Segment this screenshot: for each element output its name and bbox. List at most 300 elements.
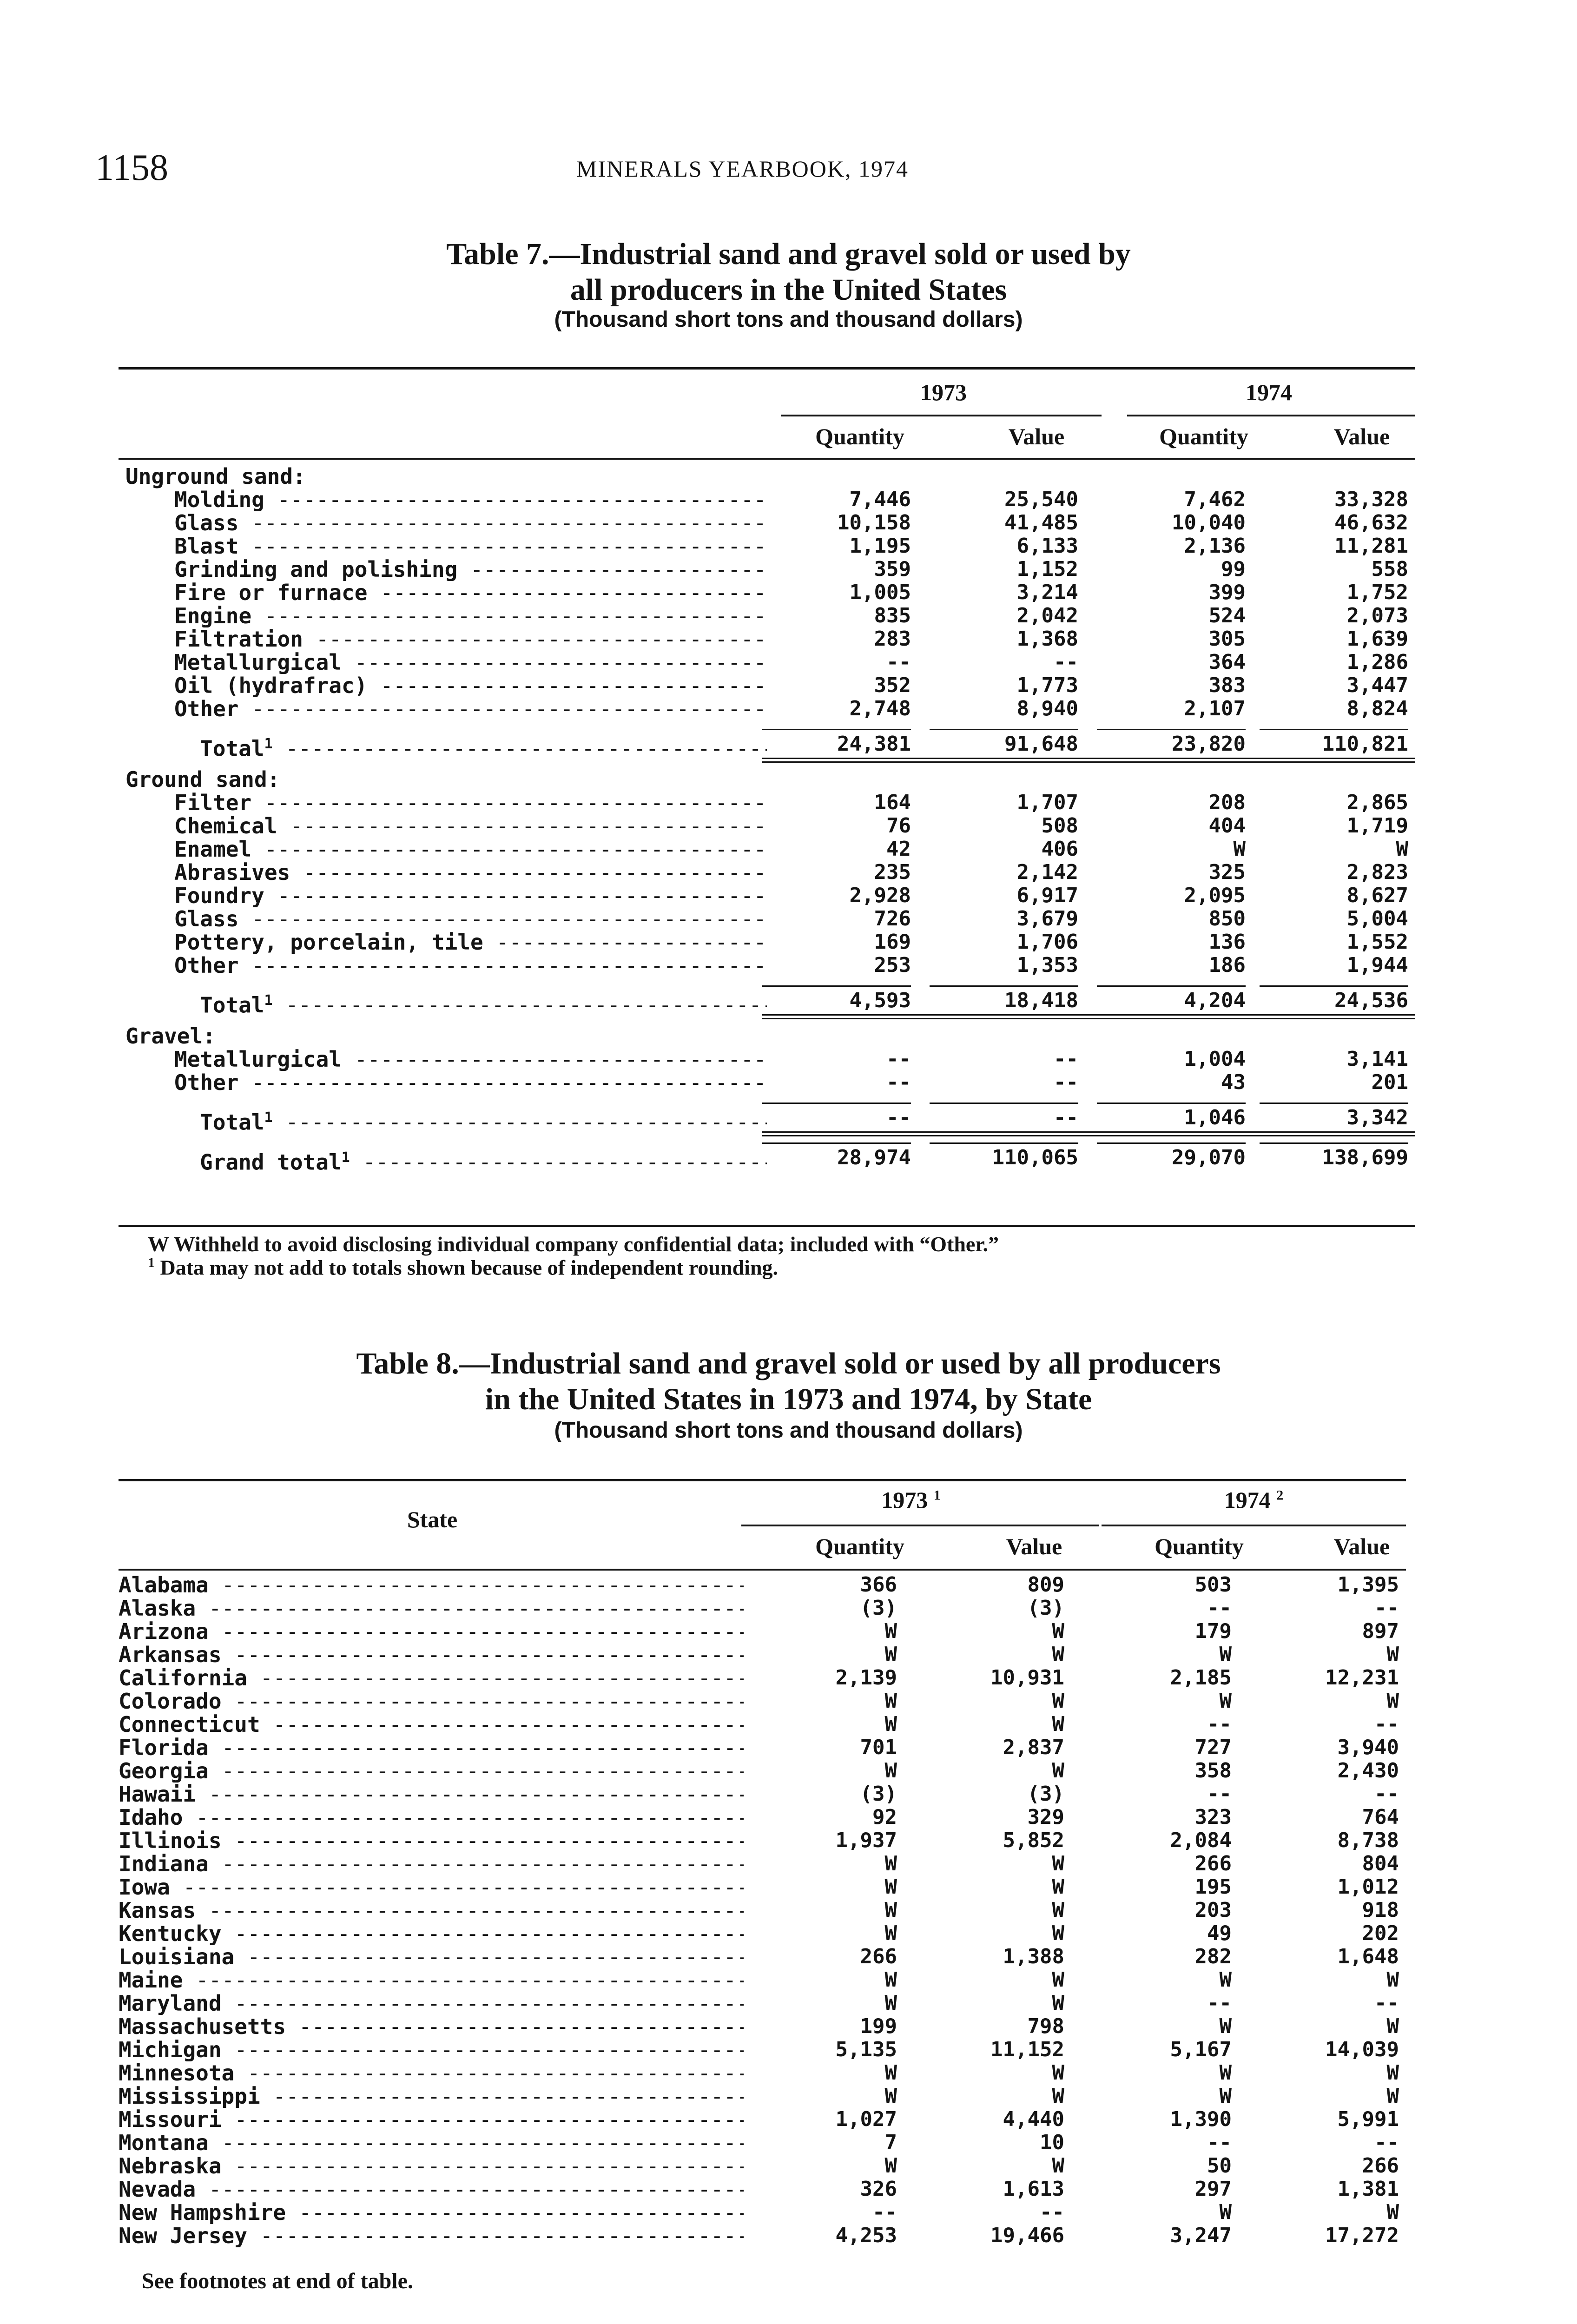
cell-v73: W	[1052, 1968, 1064, 1992]
cell-q73: 199	[860, 2014, 897, 2038]
table7-year-1974: 1974	[1246, 379, 1292, 405]
cell-v74: --	[1374, 1782, 1399, 1806]
cell-v73: 3,214	[1016, 581, 1078, 604]
state-row-label: Kansas -----	[119, 1899, 744, 1922]
cell-q74: W	[1219, 2014, 1232, 2038]
cell-v74: 5,004	[1346, 907, 1408, 931]
cell-v73: 6,917	[1016, 884, 1078, 907]
table7-title-line2: all producers in the United States	[570, 273, 1007, 307]
cell-v73: 8,940	[1016, 697, 1078, 720]
cell-q73: 92	[872, 1805, 897, 1829]
cell-q73: W	[884, 1921, 897, 1945]
state-row-label: Illinois -----	[119, 1829, 744, 1852]
row-label: Abrasives -----	[174, 861, 767, 884]
total-rule	[762, 729, 911, 730]
cell-v73: 406	[1041, 837, 1078, 861]
state-row-label: Missouri -----	[119, 2108, 744, 2131]
cell-q73: 1,005	[849, 581, 911, 604]
state-row-label: Idaho -----	[119, 1806, 744, 1829]
table7-title-line1: Table 7.—Industrial sand and gravel sold or used by	[446, 237, 1131, 271]
cell-q73: 366	[860, 1573, 897, 1597]
cell-q74: 7,462	[1184, 488, 1246, 511]
total-v74: 3,342	[1346, 1106, 1408, 1129]
table7-col-value-1973: Value	[1008, 423, 1065, 449]
cell-v74: 1,719	[1346, 814, 1408, 838]
cell-q73: 2,139	[835, 1666, 897, 1690]
cell-v74: 201	[1371, 1070, 1408, 1094]
state-row-label: New Hampshire -----	[119, 2201, 744, 2224]
grand-total-rule	[930, 1142, 1078, 1144]
total-rule	[1097, 729, 1246, 730]
grand-total-rule	[762, 1142, 911, 1144]
cell-q74: 50	[1207, 2154, 1232, 2178]
row-label: Glass -----	[174, 511, 767, 535]
state-row-label: Louisiana -----	[119, 1945, 744, 1968]
total-rule	[762, 985, 911, 987]
table8-top-rule	[119, 1479, 1406, 1481]
cell-v73: W	[1052, 1875, 1064, 1899]
cell-q73: 164	[874, 791, 911, 814]
cell-v73: 1,368	[1016, 627, 1078, 651]
cell-v74: 2,430	[1337, 1759, 1399, 1783]
cell-q73: W	[884, 2154, 897, 2178]
state-row-label: Nevada -----	[119, 2178, 744, 2201]
cell-v73: W	[1052, 1921, 1064, 1945]
cell-v73: W	[1052, 1852, 1064, 1875]
grand-total-q73: 28,974	[837, 1146, 911, 1169]
cell-q74: 2,084	[1170, 1829, 1232, 1852]
cell-v73: 809	[1027, 1573, 1064, 1597]
table7-col-quantity-1974: Quantity	[1159, 423, 1248, 449]
cell-v73: 329	[1027, 1805, 1064, 1829]
cell-v73: W	[1052, 1619, 1064, 1643]
cell-q74: 2,136	[1184, 534, 1246, 558]
cell-q74: 399	[1208, 581, 1246, 604]
table8-col-quantity-1973: Quantity	[815, 1533, 904, 1559]
cell-q73: W	[884, 1689, 897, 1713]
cell-q73: W	[884, 1852, 897, 1875]
cell-v74: 12,231	[1325, 1666, 1399, 1690]
cell-q73: --	[886, 650, 911, 674]
cell-v73: W	[1052, 1643, 1064, 1666]
cell-q74: 2,107	[1184, 697, 1246, 720]
cell-v73: 41,485	[1004, 511, 1078, 535]
total-rule	[1260, 985, 1408, 987]
state-row-label: Iowa -----	[119, 1875, 744, 1899]
cell-q74: --	[1207, 1991, 1232, 2015]
cell-q73: 283	[874, 627, 911, 651]
cell-q73: --	[886, 1070, 911, 1094]
cell-q74: 1,004	[1184, 1047, 1246, 1071]
state-row-label: Nebraska -----	[119, 2154, 744, 2178]
cell-q74: 5,167	[1170, 2038, 1232, 2061]
total-rule	[930, 1103, 1078, 1104]
cell-q74: --	[1207, 1712, 1232, 1736]
table8-year-1973: 1973 $^1$	[881, 1487, 941, 1513]
cell-v74: 5,991	[1337, 2107, 1399, 2131]
state-row-label: Minnesota -----	[119, 2061, 744, 2085]
cell-v74: W	[1386, 2200, 1399, 2224]
row-label: Foundry -----	[174, 884, 767, 907]
cell-v73: --	[1054, 650, 1078, 674]
cell-v74: --	[1374, 1991, 1399, 2015]
cell-q74: 10,040	[1172, 511, 1246, 535]
row-label: Metallurgical -----	[174, 1048, 767, 1071]
grand-total-v74: 138,699	[1322, 1146, 1408, 1169]
cell-q73: 359	[874, 557, 911, 581]
cell-v74: 8,627	[1346, 884, 1408, 907]
cell-v73: 2,142	[1016, 860, 1078, 884]
cell-v74: W	[1386, 1968, 1399, 1992]
state-row-label: Arkansas -----	[119, 1643, 744, 1666]
cell-v73: 11,152	[990, 2038, 1064, 2061]
cell-v74: 804	[1362, 1852, 1399, 1875]
cell-v74: 33,328	[1334, 488, 1408, 511]
cell-q73: 726	[874, 907, 911, 931]
cell-q74: 3,247	[1170, 2224, 1232, 2247]
state-row-label: Alaska -----	[119, 1597, 744, 1620]
row-label: Enamel -----	[174, 838, 767, 861]
table8-col-value-1973: Value	[1006, 1533, 1062, 1559]
cell-v73: 1,773	[1016, 673, 1078, 697]
state-row-label: Maine -----	[119, 1968, 744, 1992]
cell-v74: 2,073	[1346, 604, 1408, 627]
cell-v74: 918	[1362, 1898, 1399, 1922]
cell-v73: W	[1052, 1991, 1064, 2015]
cell-q74: W	[1219, 2084, 1232, 2108]
cell-q73: 5,135	[835, 2038, 897, 2061]
total-q74: 4,204	[1184, 989, 1246, 1012]
grand-total-label: Grand total$^1$ -----	[200, 1146, 767, 1174]
row-label: Filter -----	[174, 791, 767, 814]
cell-v74: 8,824	[1346, 697, 1408, 720]
cell-q74: 524	[1208, 604, 1246, 627]
cell-v73: 4,440	[1003, 2107, 1064, 2131]
cell-q74: --	[1207, 1596, 1232, 1620]
state-row-label: Montana -----	[119, 2131, 744, 2154]
cell-q73: 2,748	[849, 697, 911, 720]
cell-v74: 1,286	[1346, 650, 1408, 674]
state-row-label: Alabama -----	[119, 1573, 744, 1597]
cell-q73: 169	[874, 930, 911, 954]
double-rule	[762, 761, 1415, 763]
table8-subtitle: (Thousand short tons and thousand dollars)	[554, 1418, 1023, 1443]
cell-v74: 764	[1362, 1805, 1399, 1829]
cell-v74: W	[1386, 2084, 1399, 2108]
table8-col-value-1974: Value	[1333, 1533, 1390, 1559]
row-label: Other -----	[174, 697, 767, 720]
row-label: Engine -----	[174, 604, 767, 627]
cell-v74: 3,940	[1337, 1736, 1399, 1759]
cell-q73: W	[884, 1968, 897, 1992]
cell-q73: W	[884, 2084, 897, 2108]
table8-title-line2: in the United States in 1973 and 1974, by State	[485, 1382, 1092, 1416]
table7-col-quantity-1973: Quantity	[815, 423, 904, 449]
cell-v74: W	[1386, 2014, 1399, 2038]
cell-v74: 2,865	[1346, 791, 1408, 814]
cell-q73: 1,937	[835, 1829, 897, 1852]
section-heading: Unground sand:	[125, 464, 306, 489]
cell-v73: --	[1054, 1047, 1078, 1071]
table7-bottom-rule	[119, 1225, 1415, 1227]
cell-v73: W	[1052, 1898, 1064, 1922]
cell-q74: 282	[1194, 1945, 1232, 1968]
double-rule	[762, 758, 1415, 759]
cell-v74: 1,752	[1346, 581, 1408, 604]
cell-q74: 2,185	[1170, 1666, 1232, 1690]
cell-q73: W	[884, 1759, 897, 1783]
row-label: Fire or furnace -----	[174, 581, 767, 604]
cell-v74: 1,552	[1346, 930, 1408, 954]
cell-v74: 8,738	[1337, 1829, 1399, 1852]
cell-v73: 25,540	[1004, 488, 1078, 511]
table8-col-state: State	[407, 1506, 458, 1532]
cell-v73: 10,931	[990, 1666, 1064, 1690]
table8-year-rule-1973	[741, 1525, 1099, 1526]
total-q74: 23,820	[1172, 732, 1246, 756]
cell-v74: 17,272	[1325, 2224, 1399, 2247]
cell-v73: 1,353	[1016, 953, 1078, 977]
state-row-label: Indiana -----	[119, 1852, 744, 1875]
cell-q73: 701	[860, 1736, 897, 1759]
cell-v73: (3)	[1027, 1596, 1064, 1620]
cell-q74: W	[1219, 1689, 1232, 1713]
cell-v73: W	[1052, 2061, 1064, 2085]
cell-q74: 49	[1207, 1921, 1232, 1945]
cell-q73: 266	[860, 1945, 897, 1968]
total-q73: --	[886, 1106, 911, 1129]
cell-v73: --	[1054, 1070, 1078, 1094]
cell-q73: W	[884, 1875, 897, 1899]
cell-v73: 798	[1027, 2014, 1064, 2038]
total-v74: 24,536	[1334, 989, 1408, 1012]
table8-header-rule	[119, 1569, 1406, 1571]
state-row-label: Florida -----	[119, 1736, 744, 1759]
total-rule	[930, 985, 1078, 987]
cell-q74: W	[1219, 2200, 1232, 2224]
total-rule	[1260, 729, 1408, 730]
cell-v74: W	[1386, 1643, 1399, 1666]
section-heading: Ground sand:	[125, 767, 280, 792]
row-label: Glass -----	[174, 907, 767, 931]
cell-v73: 1,613	[1003, 2177, 1064, 2201]
cell-v73: W	[1052, 1759, 1064, 1783]
table7-subtitle: (Thousand short tons and thousand dollars)	[554, 307, 1023, 332]
cell-q73: 352	[874, 673, 911, 697]
row-label: Oil (hydrafrac) -----	[174, 674, 767, 697]
cell-q74: 43	[1221, 1070, 1246, 1094]
cell-v73: 2,042	[1016, 604, 1078, 627]
cell-v74: 558	[1371, 557, 1408, 581]
row-label: Chemical -----	[174, 814, 767, 838]
row-label: Molding -----	[174, 488, 767, 511]
cell-q73: 326	[860, 2177, 897, 2201]
section-heading: Gravel:	[125, 1023, 216, 1049]
cell-q73: --	[886, 1047, 911, 1071]
cell-q74: 297	[1194, 2177, 1232, 2201]
cell-q73: 1,027	[835, 2107, 897, 2131]
total-label: Total$^1$ -----	[200, 733, 767, 760]
cell-q73: 7,446	[849, 488, 911, 511]
cell-q74: 266	[1194, 1852, 1232, 1875]
cell-q73: --	[872, 2200, 897, 2224]
table7-footnote-w: W Withheld to avoid disclosing individual company confidential data; included with “Other.”	[148, 1232, 999, 1256]
cell-q73: W	[884, 1643, 897, 1666]
total-v73: 91,648	[1004, 732, 1078, 756]
cell-q74: --	[1207, 1782, 1232, 1806]
cell-q74: W	[1219, 2061, 1232, 2085]
running-title: MINERALS YEARBOOK, 1974	[576, 156, 909, 182]
cell-q74: 404	[1208, 814, 1246, 838]
cell-v74: 266	[1362, 2154, 1399, 2178]
cell-q73: 4,253	[835, 2224, 897, 2247]
cell-v74: 3,141	[1346, 1047, 1408, 1071]
cell-v73: 5,852	[1003, 1829, 1064, 1852]
cell-q73: 235	[874, 860, 911, 884]
cell-v74: --	[1374, 1712, 1399, 1736]
cell-q74: 208	[1208, 791, 1246, 814]
cell-v73: 1,707	[1016, 791, 1078, 814]
cell-v74: --	[1374, 2131, 1399, 2154]
table7-footnote-1: $^1$ Data may not add to totals shown because of independent rounding.	[148, 1255, 779, 1280]
total-rule	[1097, 1103, 1246, 1104]
total-v73: --	[1054, 1106, 1078, 1129]
total-rule	[930, 729, 1078, 730]
table7-col-value-1974: Value	[1333, 423, 1390, 449]
cell-q74: 203	[1194, 1898, 1232, 1922]
grand-total-q74: 29,070	[1172, 1146, 1246, 1169]
total-v73: 18,418	[1004, 989, 1078, 1012]
cell-q74: 323	[1194, 1805, 1232, 1829]
double-rule	[762, 1018, 1415, 1019]
cell-q74: W	[1219, 1968, 1232, 1992]
state-row-label: Connecticut -----	[119, 1713, 744, 1736]
cell-q73: 76	[886, 814, 911, 838]
cell-q73: 10,158	[837, 511, 911, 535]
total-q73: 24,381	[837, 732, 911, 756]
cell-v74: 1,944	[1346, 953, 1408, 977]
cell-q74: W	[1233, 837, 1246, 861]
cell-v73: 1,388	[1003, 1945, 1064, 1968]
cell-q73: W	[884, 1898, 897, 1922]
cell-v73: --	[1040, 2200, 1064, 2224]
table8-year-1974: 1974 $^2$	[1224, 1487, 1284, 1513]
table7-year-rule-1974	[1127, 415, 1415, 416]
cell-v73: 1,152	[1016, 557, 1078, 581]
total-rule	[1097, 985, 1246, 987]
state-row-label: Mississippi -----	[119, 2085, 744, 2108]
cell-q74: 325	[1208, 860, 1246, 884]
cell-v73: 19,466	[990, 2224, 1064, 2247]
cell-q74: 383	[1208, 673, 1246, 697]
cell-v74: 2,823	[1346, 860, 1408, 884]
table7-header-rule	[119, 458, 1415, 460]
table8-year-rule-1974	[1102, 1525, 1406, 1526]
row-label: Blast -----	[174, 535, 767, 558]
cell-q74: 850	[1208, 907, 1246, 931]
grand-total-rule	[1260, 1142, 1408, 1144]
cell-q73: (3)	[860, 1596, 897, 1620]
cell-q73: 835	[874, 604, 911, 627]
cell-v73: 3,679	[1016, 907, 1078, 931]
cell-q74: 1,390	[1170, 2107, 1232, 2131]
state-row-label: Arizona -----	[119, 1620, 744, 1643]
row-label: Other -----	[174, 1071, 767, 1094]
page-number: 1158	[95, 147, 169, 188]
cell-v73: W	[1052, 2154, 1064, 2178]
cell-q73: W	[884, 1991, 897, 2015]
cell-v74: --	[1374, 1596, 1399, 1620]
cell-q74: 195	[1194, 1875, 1232, 1899]
cell-v73: W	[1052, 1712, 1064, 1736]
cell-v74: 1,395	[1337, 1573, 1399, 1597]
cell-q73: 7	[884, 2131, 897, 2154]
cell-q74: 186	[1208, 953, 1246, 977]
double-rule	[762, 1135, 1415, 1136]
cell-v74: 46,632	[1334, 511, 1408, 535]
state-row-label: New Jersey -----	[119, 2224, 744, 2247]
cell-q74: 503	[1194, 1573, 1232, 1597]
table7-year-1973: 1973	[920, 379, 967, 405]
state-row-label: Maryland -----	[119, 1992, 744, 2015]
grand-total-rule	[1097, 1142, 1246, 1144]
state-row-label: Kentucky -----	[119, 1922, 744, 1945]
row-label: Pottery, porcelain, tile -----	[174, 931, 767, 954]
cell-q74: W	[1219, 1643, 1232, 1666]
cell-v73: 1,706	[1016, 930, 1078, 954]
cell-v74: 1,639	[1346, 627, 1408, 651]
cell-v74: 11,281	[1334, 534, 1408, 558]
cell-q73: 42	[886, 837, 911, 861]
table8-title-line1: Table 8.—Industrial sand and gravel sold or used by all producers	[356, 1347, 1221, 1380]
cell-q74: 727	[1194, 1736, 1232, 1759]
cell-q74: 364	[1208, 650, 1246, 674]
cell-v73: 2,837	[1003, 1736, 1064, 1759]
cell-v74: 3,447	[1346, 673, 1408, 697]
total-q74: 1,046	[1184, 1106, 1246, 1129]
double-rule	[762, 1131, 1415, 1133]
table8-see-footnotes: See footnotes at end of table.	[142, 2269, 413, 2293]
cell-v74: 1,648	[1337, 1945, 1399, 1968]
cell-v74: 202	[1362, 1921, 1399, 1945]
state-row-label: Michigan -----	[119, 2038, 744, 2061]
cell-q73: W	[884, 2061, 897, 2085]
total-rule	[762, 1103, 911, 1104]
row-label: Grinding and polishing -----	[174, 558, 767, 581]
cell-v74: 1,012	[1337, 1875, 1399, 1899]
row-label: Metallurgical -----	[174, 651, 767, 674]
cell-v74: 897	[1362, 1619, 1399, 1643]
double-rule	[762, 1014, 1415, 1016]
cell-v73: 6,133	[1016, 534, 1078, 558]
cell-v73: W	[1052, 2084, 1064, 2108]
cell-q74: 305	[1208, 627, 1246, 651]
state-row-label: Hawaii -----	[119, 1783, 744, 1806]
cell-q74: 136	[1208, 930, 1246, 954]
state-row-label: Colorado -----	[119, 1690, 744, 1713]
cell-v74: 1,381	[1337, 2177, 1399, 2201]
cell-q74: 2,095	[1184, 884, 1246, 907]
grand-total-v73: 110,065	[992, 1146, 1078, 1169]
cell-v73: 10	[1040, 2131, 1064, 2154]
cell-v73: (3)	[1027, 1782, 1064, 1806]
table8-col-quantity-1974: Quantity	[1155, 1533, 1244, 1559]
cell-q73: 2,928	[849, 884, 911, 907]
row-label: Other -----	[174, 954, 767, 977]
cell-q74: 179	[1194, 1619, 1232, 1643]
cell-q73: 1,195	[849, 534, 911, 558]
state-row-label: Massachusetts -----	[119, 2015, 744, 2038]
